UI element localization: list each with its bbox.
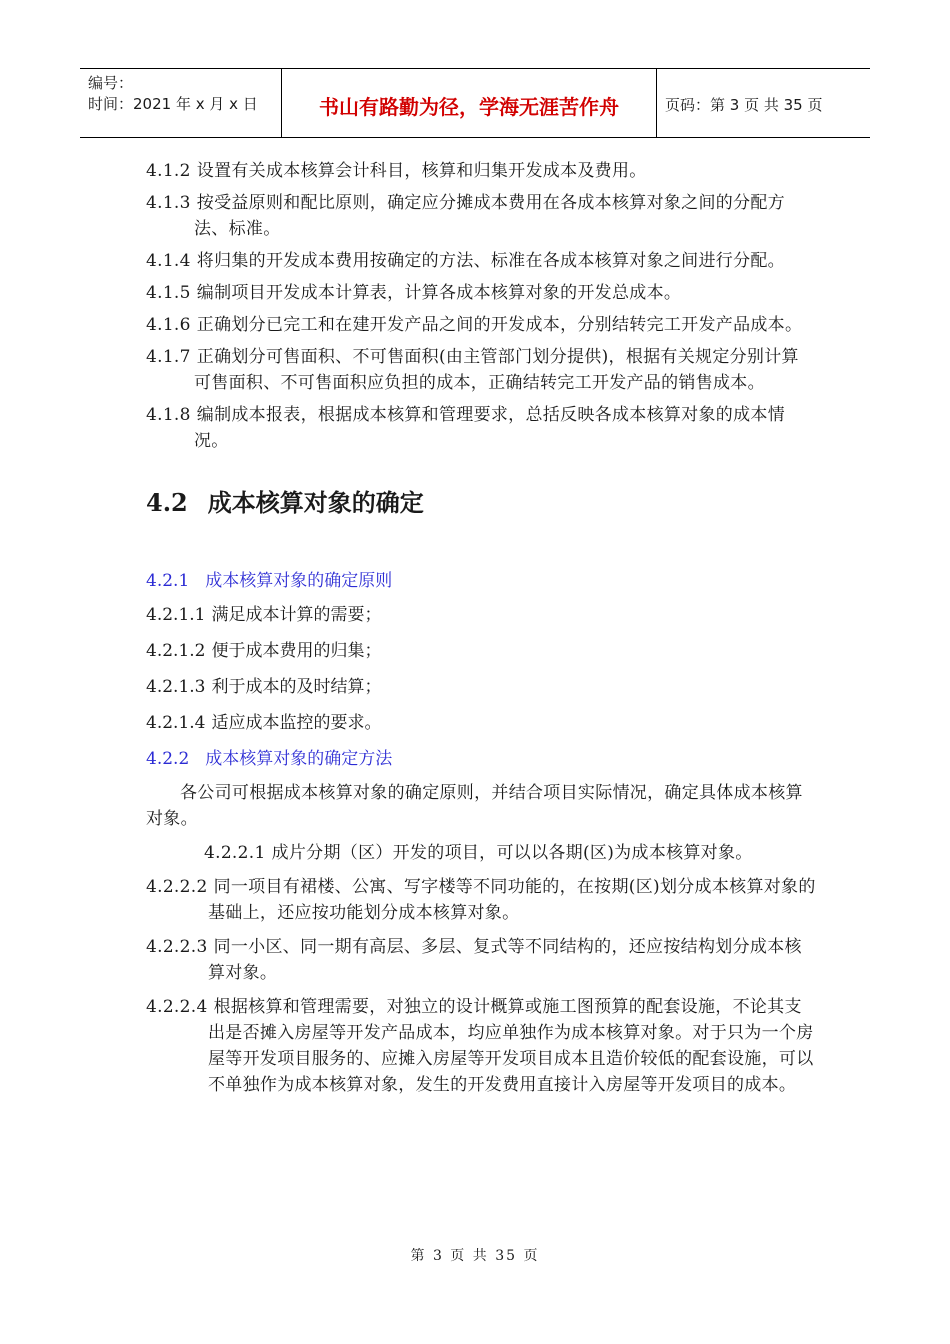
section-heading-4-2 [146, 486, 816, 520]
principle-item [146, 602, 816, 628]
intro-paragraph: 各公司可根据成本核算对象的确定原则，并结合项目实际情况，确定具体成本核算对象。 [146, 783, 803, 829]
header-meta [80, 69, 282, 137]
clause-text: 正确划分可售面积、不可售面积(由主管部门划分提供)，根据有关规定分别计算可售面积、不可售面积应负担的成本，正确结转完工开发产品的销售成本。 [194, 347, 799, 393]
method-4-2-2-4 [146, 994, 816, 1098]
method-text: 成片分期（区）开发的项目，可以以各期(区)为成本核算对象。 [271, 843, 753, 863]
principle-text: 利于成本的及时结算； [211, 677, 382, 697]
clause-number: 4.1.4 [146, 251, 191, 271]
page-footer: 第 3 页 共 35 页 [410, 1248, 540, 1264]
header-motto: 书山有路勤为径，学海无涯苦作舟 [282, 69, 657, 137]
principle-number: 4.2.1.2 [146, 641, 206, 661]
clause-4-1-8 [146, 402, 816, 454]
clause-number: 4.1.5 [146, 283, 191, 303]
clause-text: 将归集的开发成本费用按确定的方法、标准在各成本核算对象之间进行分配。 [196, 251, 785, 271]
document-body [146, 158, 816, 1104]
principle-text: 适应成本监控的要求。 [211, 713, 382, 733]
method-number: 4.2.2.2 [146, 877, 208, 897]
subsection-heading-4-2-1 [146, 568, 816, 594]
header-page-info: 页码：第 3 页 共 35 页 [665, 95, 823, 114]
method-4-2-2-3 [146, 934, 816, 986]
method-number: 4.2.2.1 [204, 843, 266, 863]
method-text: 根据核算和管理需要，对独立的设计概算或施工图预算的配套设施，不论其支出是否摊入房屋等开发产品成本，均应单独作为成本核算对象。对于只为一个房屋等开发项目服务的、应摊入房屋等开发项目成本且造价较低的配套设施，可以不单独作为成本核算对象，发生的开发费用直接计入房屋等开发项目的成本。 [208, 997, 814, 1095]
clause-number: 4.1.2 [146, 161, 191, 181]
clause-number: 4.1.3 [146, 193, 191, 213]
method-number: 4.2.2.3 [146, 937, 208, 957]
subsection-heading-4-2-2 [146, 746, 816, 772]
principle-text: 满足成本计算的需要； [211, 605, 382, 625]
section-title: 成本核算对象的确定 [207, 488, 424, 517]
subsection-title: 成本核算对象的确定方法 [205, 749, 393, 769]
document-time: 时间：2021 年 x 月 x 日 [88, 95, 258, 113]
subsection-title: 成本核算对象的确定原则 [205, 571, 393, 591]
clause-4-1-5 [146, 280, 816, 306]
document-number-label: 编号： [88, 74, 134, 92]
principle-number: 4.2.1.1 [146, 605, 206, 625]
clause-4-1-7 [146, 344, 816, 396]
method-text: 同一小区、同一期有高层、多层、复式等不同结构的，还应按结构划分成本核算对象。 [208, 937, 802, 983]
clause-text: 设置有关成本核算会计科目，核算和归集开发成本及费用。 [196, 161, 647, 181]
principle-item [146, 638, 816, 664]
subsection-number: 4.2.1 [146, 571, 190, 591]
page-header [80, 68, 870, 138]
principle-number: 4.2.1.3 [146, 677, 206, 697]
clause-text: 编制成本报表，根据成本核算和管理要求，总括反映各成本核算对象的成本情况。 [194, 405, 785, 451]
subsection-number: 4.2.2 [146, 749, 190, 769]
clause-text: 按受益原则和配比原则，确定应分摊成本费用在各成本核算对象之间的分配方法、标准。 [194, 193, 785, 239]
clause-4-1-2 [146, 158, 816, 184]
method-4-2-2-2 [146, 874, 816, 926]
principle-text: 便于成本费用的归集； [211, 641, 382, 661]
clause-number: 4.1.6 [146, 315, 191, 335]
method-4-2-2-1 [146, 840, 816, 866]
method-text: 同一项目有裙楼、公寓、写字楼等不同功能的，在按期(区)划分成本核算对象的基础上，还应按功能划分成本核算对象。 [208, 877, 816, 923]
principle-item [146, 710, 816, 736]
clause-number: 4.1.8 [146, 405, 191, 425]
clause-text: 编制项目开发成本计算表，计算各成本核算对象的开发总成本。 [196, 283, 682, 303]
clause-4-1-3 [146, 190, 816, 242]
section-number: 4.2 [146, 488, 188, 517]
method-number: 4.2.2.4 [146, 997, 208, 1017]
principle-item [146, 674, 816, 700]
clause-number: 4.1.7 [146, 347, 191, 367]
principle-number: 4.2.1.4 [146, 713, 206, 733]
clause-4-1-4 [146, 248, 816, 274]
clause-text: 正确划分已完工和在建开发产品之间的开发成本，分别结转完工开发产品成本。 [196, 315, 803, 335]
clause-4-1-6 [146, 312, 816, 338]
